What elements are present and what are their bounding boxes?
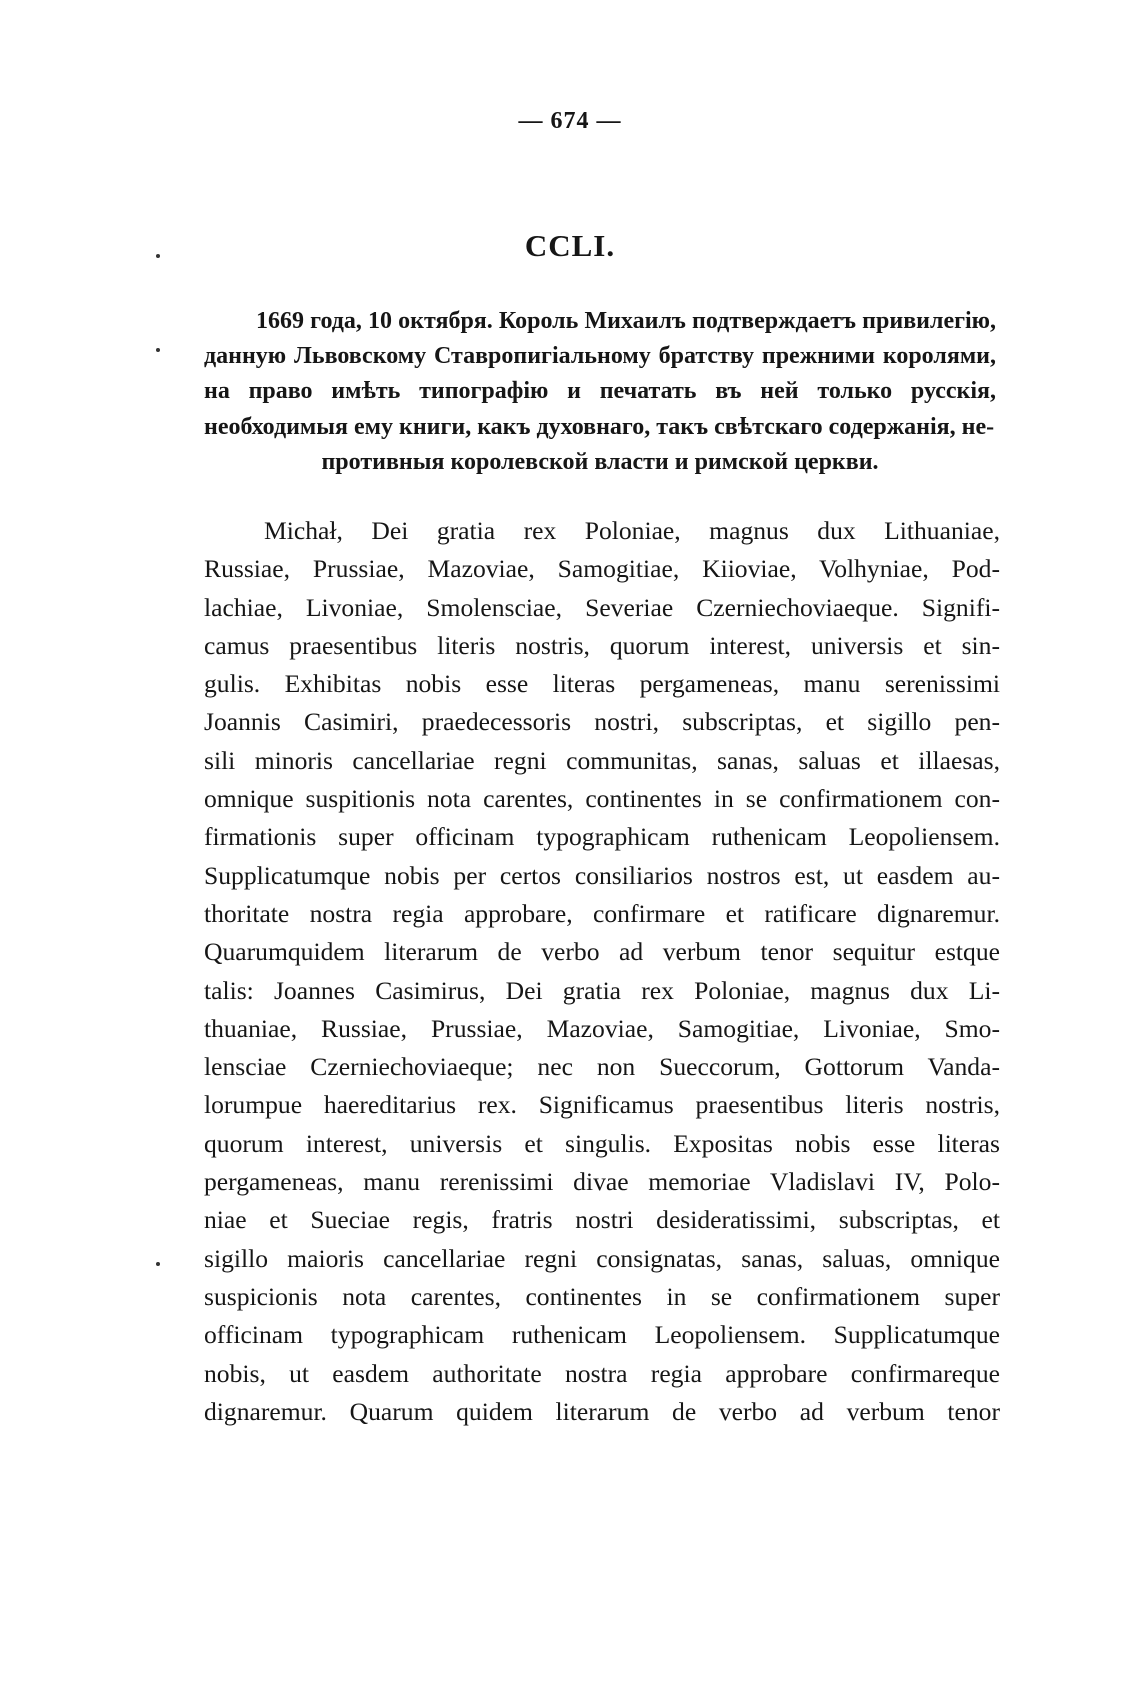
body-line: sigillo maioris cancellariae regni consignatas, sanas, saluas, omnique	[204, 1243, 1000, 1273]
margin-speck	[156, 254, 160, 258]
body-line: suspicionis nota carentes, continentes in se confirmationem super	[204, 1281, 1000, 1311]
body-line: thoritate nostra regia approbare, confirmare et ratificare dignaremur.	[204, 898, 1000, 928]
page-number: — 674 —	[518, 108, 622, 134]
margin-speck	[156, 348, 160, 352]
body-line: quorum interest, universis et singulis. Expositas nobis esse literas	[204, 1128, 1000, 1158]
body-line: dignaremur. Quarum quidem literarum de verbo ad verbum tenor	[204, 1396, 1000, 1426]
document-body	[204, 512, 1000, 1431]
body-line: thuaniae, Russiae, Prussiae, Mazoviae, Samogitiae, Livoniae, Smo-	[204, 1013, 1000, 1043]
body-line: gulis. Exhibitas nobis esse literas pergameneas, manu serenissimi	[204, 669, 1000, 699]
body-line: officinam typographicam ruthenicam Leopoliensem. Supplicatumque	[204, 1320, 1000, 1350]
body-line: sili minoris cancellariae regni communitas, sanas, saluas et illaesas,	[204, 745, 1000, 775]
body-line: Joannis Casimiri, praedecessoris nostri, subscriptas, et sigillo pen-	[204, 707, 1000, 737]
body-line: omnique suspitionis nota carentes, continentes in se confirmationem con-	[204, 784, 1000, 814]
body-line: camus praesentibus literis nostris, quorum interest, universis et sin-	[204, 630, 1000, 660]
body-line: niae et Sueciae regis, fratris nostri desideratissimi, subscriptas, et	[204, 1205, 1000, 1235]
margin-speck	[156, 1262, 160, 1266]
body-line: Michał, Dei gratia rex Poloniae, magnus dux Lithuaniae,	[264, 516, 1000, 545]
body-line: Supplicatumque nobis per certos consiliarios nostros est, ut easdem au-	[204, 860, 1000, 890]
body-line: lachiae, Livoniae, Smolensciae, Severiae Czerniechoviaeque. Signifi-	[204, 592, 1000, 622]
document-summary	[204, 304, 996, 480]
body-line: Quarumquidem literarum de verbo ad verbum tenor sequitur estque	[204, 937, 1000, 967]
summary-text: 1669 года, 10 октября. Король Михаилъ подтверждаетъ привилегію, данную Львовскому Ставропигіальному братству прежними королями, на право имѣть типографію и печатать въ ней только русскія, необходимыя ему книги, какъ духовнаго, такъ свѣтскаго содержанія, не-	[204, 308, 996, 440]
summary-last-line: противныя королевской власти и римской церкви.	[321, 448, 879, 475]
document-number-heading: CCLI.	[524, 228, 616, 263]
body-line: nobis, ut easdem authoritate nostra regia approbare confirmareque	[204, 1358, 1000, 1388]
body-line: firmationis super officinam typographicam ruthenicam Leopoliensem.	[204, 822, 1000, 852]
body-line: lensciae Czerniechoviaeque; nec non Sueccorum, Gottorum Vanda-	[204, 1052, 1000, 1082]
body-line: Russiae, Prussiae, Mazoviae, Samogitiae, Kiioviae, Volhyniae, Pod-	[204, 554, 1000, 584]
body-line: lorumpue haereditarius rex. Significamus praesentibus literis nostris,	[204, 1090, 1000, 1120]
body-line: talis: Joannes Casimirus, Dei gratia rex Poloniae, magnus dux Li-	[204, 975, 1000, 1005]
body-line: pergameneas, manu rerenissimi divae memoriae Vladislavi IV, Polo-	[204, 1167, 1000, 1197]
